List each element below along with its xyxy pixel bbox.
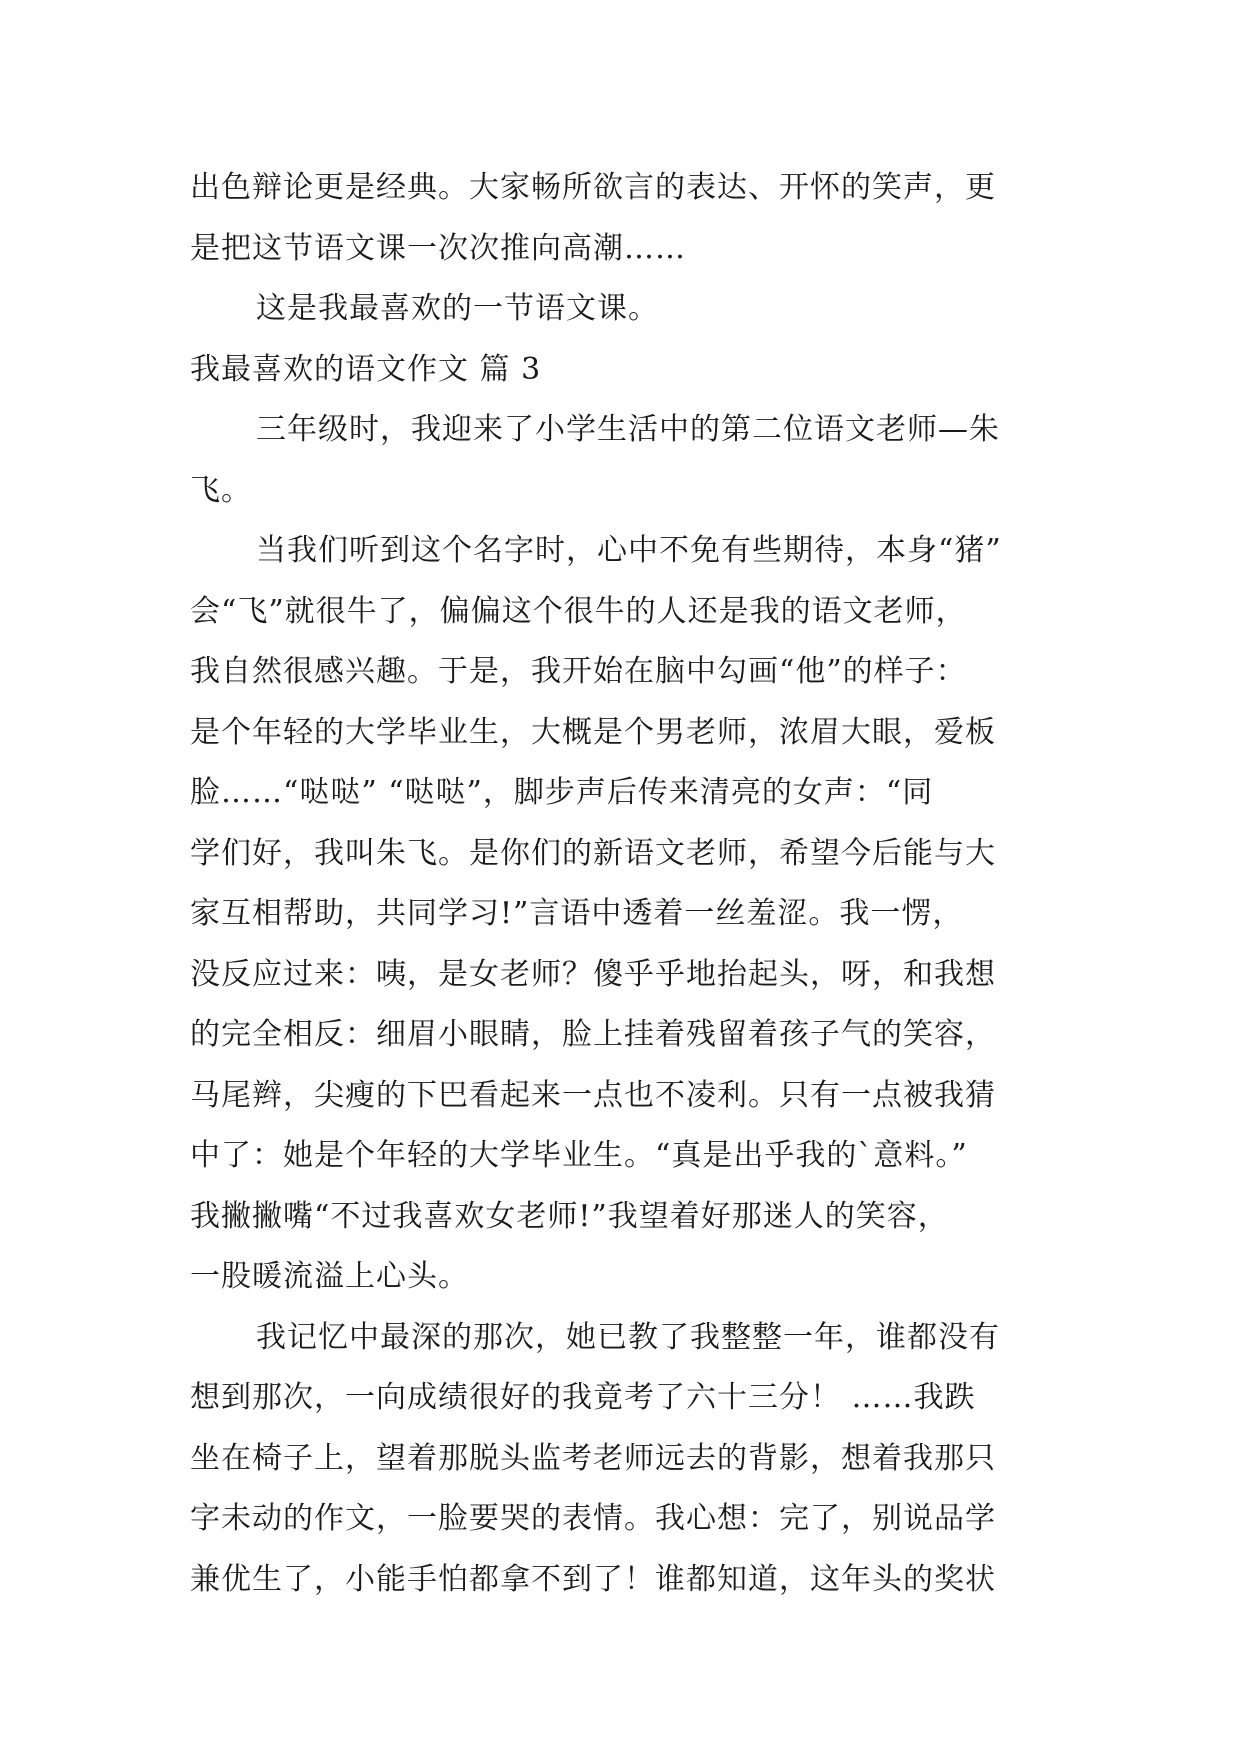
text-line: 我自然很感兴趣。于是，我开始在脑中勾画“他”的样子： [190,654,967,689]
text-line: 这是我最喜欢的一节语文课。 [256,291,659,326]
text-line: 的完全相反：细眉小眼睛，脸上挂着残留着孩子气的笑容， [190,1017,996,1052]
text-line: 我撇撇嘴“不过我喜欢女老师!”我望着好那迷人的笑容， [190,1198,949,1234]
text-line: 马尾辫，尖瘦的下巴看起来一点也不凌利。只有一点被我猜 [190,1077,996,1113]
text-line: 一股暖流溢上心头。 [190,1259,469,1294]
text-line: 会“飞”就很牛了，偏偏这个很牛的人还是我的语文老师， [190,593,967,629]
text-line: 出色辩论更是经典。大家畅所欲言的表达、开怀的笑声，更 [190,170,996,205]
text-line: 当我们听到这个名字时，心中不免有些期待，本身“猪” [256,533,1002,568]
text-line: 字未动的作文，一脸要哭的表情。我心想：完了，别说品学 [190,1501,996,1536]
text-line: 家互相帮助，共同学习!”言语中透着一丝羞涩。我一愣， [190,896,964,931]
text-line: 没反应过来：咦，是女老师？傻乎乎地抬起头，呀，和我想 [190,956,996,992]
text-line: 脸……“哒哒” “哒哒”，脚步声后传来清亮的女声：“同 [190,775,934,810]
text-line: 是个年轻的大学毕业生，大概是个男老师，浓眉大眼，爱板 [190,714,996,750]
text-line: 兼优生了，小能手怕都拿不到了！谁都知道，这年头的奖状 [190,1561,996,1597]
text-line: 坐在椅子上，望着那脱头监考老师远去的背影，想着我那只 [190,1440,996,1476]
text-line: 想到那次，一向成绩很好的我竟考了六十三分！ ……我跌 [190,1380,976,1415]
document-body [190,158,1050,1610]
text-line: 我记忆中最深的那次，她已教了我整整一年，谁都没有 [256,1319,1000,1355]
text-line: 飞。 [190,472,252,508]
text-line: 三年级时，我迎来了小学生活中的第二位语文老师—朱 [256,412,1000,447]
text-line: 是把这节语文课一次次推向高潮…… [190,230,686,266]
section-heading: 我最喜欢的语文作文 篇 3 [190,351,542,387]
text-line: 学们好，我叫朱飞。是你们的新语文老师，希望今后能与大 [190,835,996,871]
text-line: 中了：她是个年轻的大学毕业生。“真是出乎我的`意料。” [190,1138,968,1173]
